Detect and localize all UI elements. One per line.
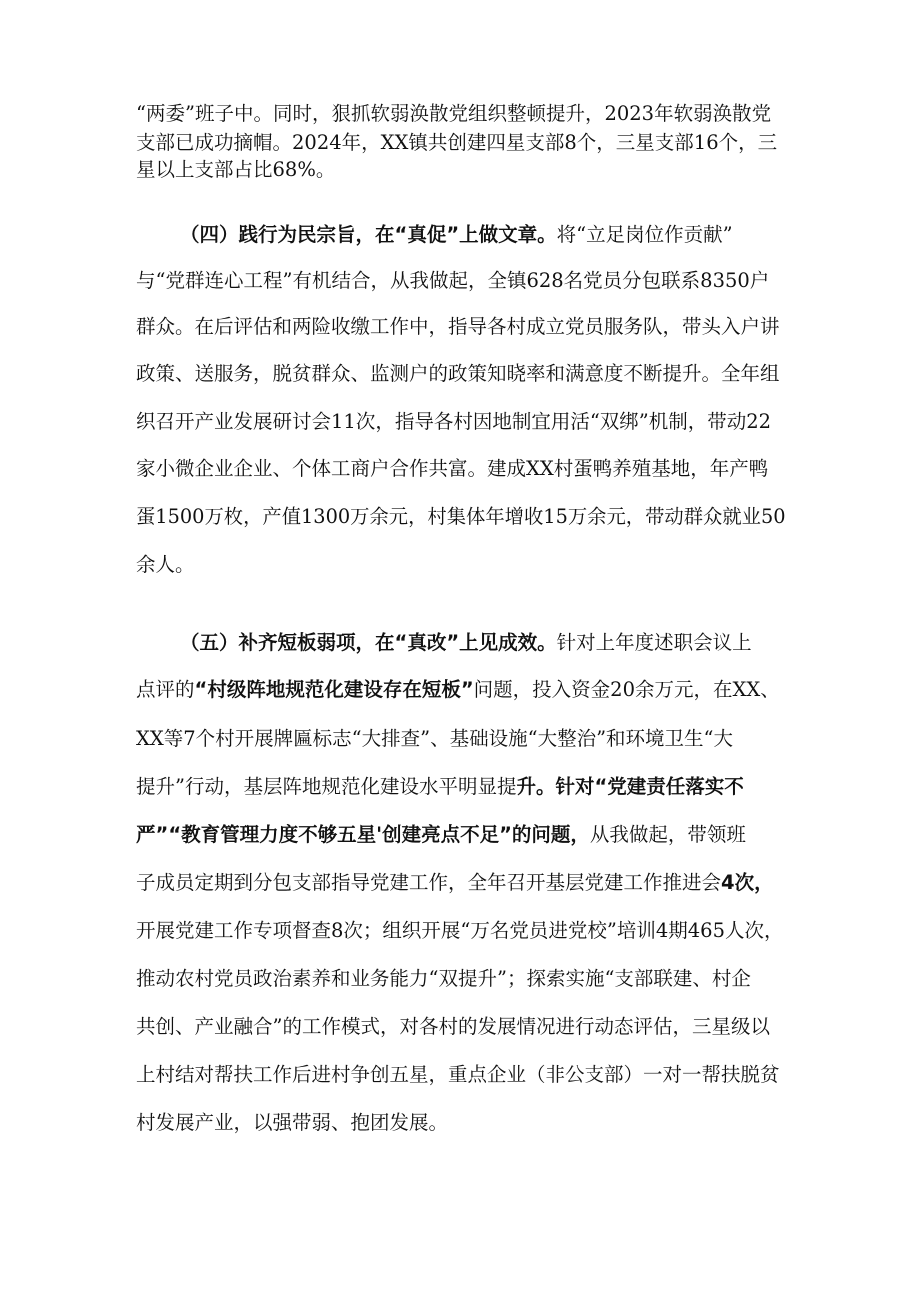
paragraph-3-line-7: 开展党建工作专项督查8次；组织开展“万名党员进党校”培训4期465人次， xyxy=(136,919,784,942)
paragraph-3-line-6-a: 子成员定期到分包支部指导党建工作，全年召开基层党建工作推进会 xyxy=(136,871,722,894)
paragraph-3-line-1 xyxy=(180,630,752,656)
paragraph-2-line-4: 政策、送服务，脱贫群众、监测户的政策知晓率和满意度不断提升。全年组 xyxy=(136,362,780,385)
paragraph-3-line-2-bold: “村级阵地规范化建设存在短板” xyxy=(194,678,474,701)
paragraph-1-line-1: “两委”班子中。同时，狠抓软弱涣散党组织整顿提升，2023年软弱涣散党 xyxy=(136,102,772,125)
paragraph-3-line-4-bold: 升。针对“党建责任落实不 xyxy=(516,775,744,798)
paragraph-3-line-4-a: 提升”行动，基层阵地规范化建设水平明显提 xyxy=(136,775,517,798)
paragraph-1-line-3: 星以上支部占比68%。 xyxy=(136,158,336,181)
section-5-heading: （五）补齐短板弱项，在“真改”上见成效。 xyxy=(180,631,557,654)
paragraph-3-line-5-b: 从我做起，带领班 xyxy=(589,823,746,846)
paragraph-3-line-8: 推动农村党员政治素养和业务能力“双提升”；探索实施“支部联建、村企 xyxy=(136,967,751,990)
paragraph-2-line-7: 蛋1500万枚，产值1300万余元，村集体年增收15万余元，带动群众就业50 xyxy=(136,505,786,528)
paragraph-3-line-4 xyxy=(136,774,744,800)
paragraph-2-line-3: 群众。在后评估和两险收缴工作中，指导各村成立党员服务队，带头入户讲 xyxy=(136,315,780,338)
paragraph-3-line-9: 共创、产业融合”的工作模式，对各村的发展情况进行动态评估，三星级以 xyxy=(136,1015,770,1038)
paragraph-2-line-5: 织召开产业发展研讨会11次，指导各村因地制宜用活“双绑”机制，带动22 xyxy=(136,410,772,433)
paragraph-3-line-10: 上村结对帮扶工作后进村争创五星，重点企业（非公支部）一对一帮扶脱贫 xyxy=(136,1063,780,1086)
paragraph-3-line-6 xyxy=(136,870,774,896)
paragraph-2-line-1 xyxy=(180,222,733,248)
paragraph-3-line-1-text: 针对上年度述职会议上 xyxy=(556,631,752,654)
paragraph-3-line-3: XX等7个村开展牌匾标志“大排查”、基础设施“大整治”和环境卫生“大 xyxy=(136,727,734,750)
paragraph-3-line-5 xyxy=(136,822,746,848)
paragraph-3-line-11: 村发展产业，以强带弱、抱团发展。 xyxy=(136,1111,449,1134)
paragraph-3-line-5-bold: 严”“教育管理力度不够五星'创建亮点不足”的问题， xyxy=(136,823,590,846)
paragraph-2-line-6: 家小微企业企业、个体工商户合作共富。建成XX村蛋鸭养殖基地，年产鸭 xyxy=(136,457,769,480)
paragraph-3-line-2 xyxy=(136,677,780,703)
paragraph-3-line-6-bold: 4次， xyxy=(721,871,774,894)
section-4-heading: （四）践行为民宗旨，在“真促”上做文章。 xyxy=(180,223,557,246)
paragraph-2-line-8: 余人。 xyxy=(136,553,195,576)
paragraph-1-line-2: 支部已成功摘帽。2024年，XX镇共创建四星支部8个，三星支部16个，三 xyxy=(136,131,778,154)
paragraph-2-line-1-text: 将“立足岗位作贡献” xyxy=(556,223,733,246)
paragraph-2-line-2: 与“党群连心工程”有机结合，从我做起，全镇628名党员分包联系8350户 xyxy=(136,269,770,292)
paragraph-3-line-2-c: 问题，投入资金20余万元，在XX、 xyxy=(473,678,780,701)
paragraph-3-line-2-a: 点评的 xyxy=(136,678,195,701)
